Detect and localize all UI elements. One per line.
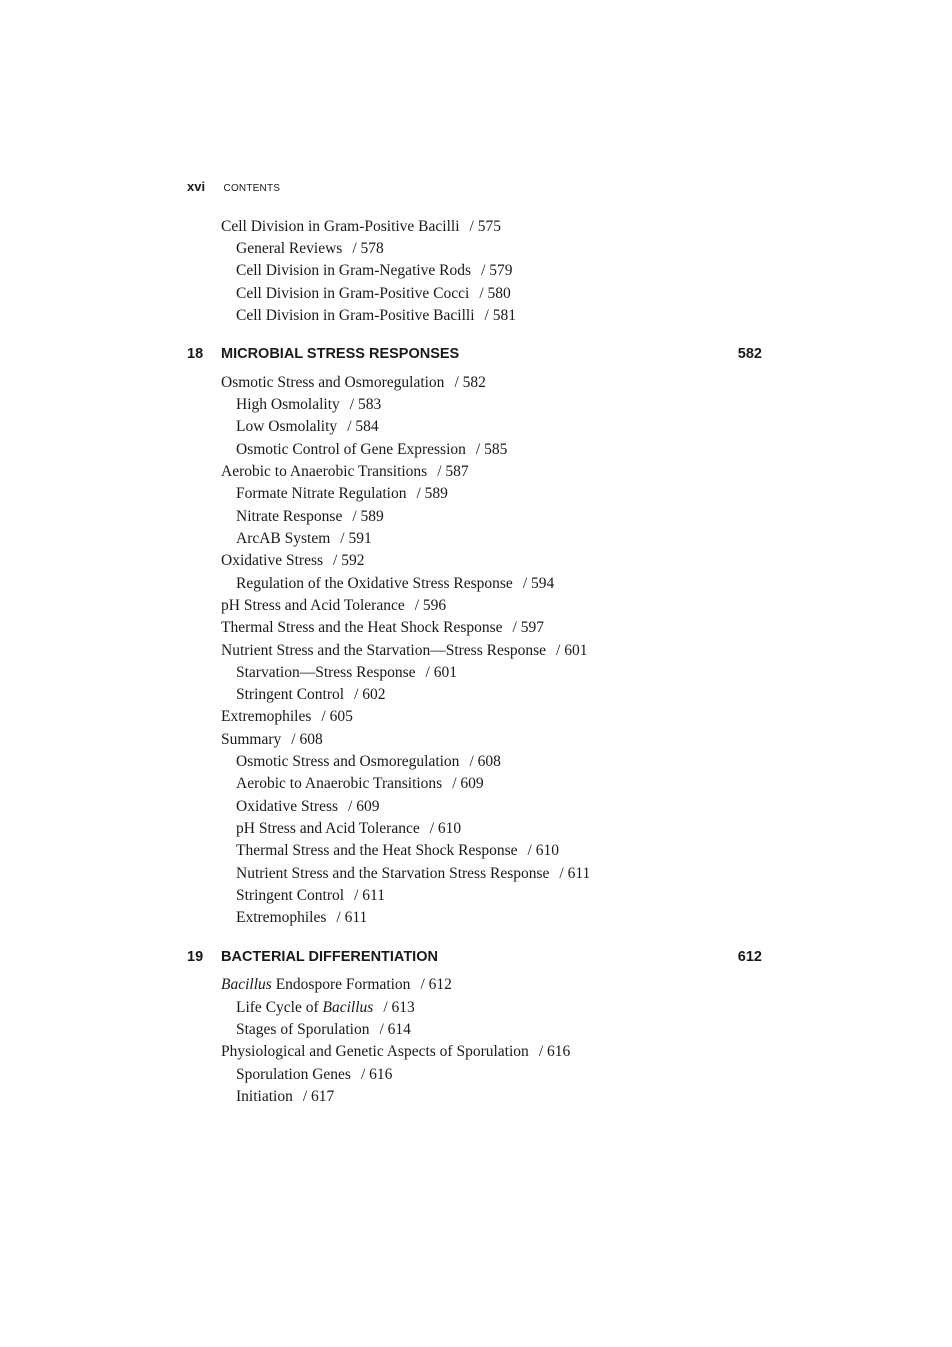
toc-entry-title: Nitrate Response	[236, 508, 343, 525]
toc-entry-title: General Reviews	[236, 240, 343, 257]
toc-entry-title: Aerobic to Anaerobic Transitions	[221, 463, 428, 480]
toc-entry: Starvation—Stress Response / 601	[236, 664, 457, 681]
toc-entry-title: pH Stress and Acid Tolerance	[221, 597, 405, 614]
toc-entry: General Reviews / 578	[236, 240, 384, 257]
toc-entry-page: 614	[387, 1021, 411, 1038]
page-folio: xvi	[187, 179, 206, 194]
toc-entry-title: Thermal Stress and the Heat Shock Response	[236, 842, 518, 859]
toc-entry-page: 613	[391, 999, 415, 1016]
toc-entry: Physiological and Genetic Aspects of Sporulation / 616	[221, 1043, 571, 1060]
toc-entry-page: 589	[360, 508, 384, 525]
toc-entry: Regulation of the Oxidative Stress Response / 594	[236, 575, 555, 592]
toc-entry-title: Osmotic Stress and Osmoregulation	[221, 374, 445, 391]
toc-entry-page: 580	[487, 285, 511, 302]
toc-entry-title: Osmotic Control of Gene Expression	[236, 441, 466, 458]
running-head-title: CONTENTS	[223, 183, 281, 194]
toc-entry-page: 616	[547, 1043, 571, 1060]
toc-entry: High Osmolality / 583	[236, 396, 382, 413]
toc-entry-title: Starvation—Stress Response	[236, 664, 416, 681]
toc-entry-title: Cell Division in Gram-Negative Rods	[236, 262, 472, 279]
toc-entry: Thermal Stress and the Heat Shock Response / 597	[221, 619, 544, 636]
toc-entry: ArcAB System / 591	[236, 530, 372, 547]
toc-entry: Initiation / 617	[236, 1088, 335, 1105]
toc-entry-title: Initiation	[236, 1088, 293, 1105]
toc-entry-page: 584	[355, 418, 379, 435]
chapter-page: 582	[737, 346, 762, 362]
chapter-heading	[187, 345, 762, 363]
toc-entry-title: Aerobic to Anaerobic Transitions	[236, 775, 443, 792]
toc-entry-title: Osmotic Stress and Osmoregulation	[236, 753, 460, 770]
toc-entry-title: Stages of Sporulation	[236, 1021, 370, 1038]
toc-entry: Stringent Control / 602	[236, 686, 386, 703]
toc-entry: Thermal Stress and the Heat Shock Response / 610	[236, 842, 559, 859]
toc-entry-title: Life Cycle of	[236, 999, 323, 1016]
toc-entry-title: Oxidative Stress	[236, 798, 339, 815]
toc-entry: Osmotic Stress and Osmoregulation / 582	[221, 374, 486, 391]
toc-entry: Extremophiles / 611	[236, 909, 368, 926]
toc-entry-page: 610	[437, 820, 462, 837]
toc-entry-page: 582	[462, 374, 486, 391]
toc-entry-page: 611	[362, 887, 385, 904]
toc-entry-title: Formate Nitrate Regulation	[236, 485, 407, 502]
toc-entry-page: 592	[341, 552, 365, 569]
toc-entry-title: Physiological and Genetic Aspects of Sporulation	[221, 1043, 529, 1060]
toc-entry-title: Regulation of the Oxidative Stress Response	[236, 575, 513, 592]
toc-entry-page: 585	[484, 441, 508, 458]
toc-entry: Nutrient Stress and the Starvation Stress Response / 611	[236, 865, 591, 882]
toc-entry: Oxidative Stress / 592	[221, 552, 365, 569]
chapter-title: BACTERIAL DIFFERENTIATION	[221, 949, 438, 965]
chapter-page: 612	[737, 949, 762, 965]
running-head	[187, 178, 280, 196]
toc-entry: Stages of Sporulation / 614	[236, 1021, 411, 1038]
toc-entry-title: Summary	[221, 731, 282, 748]
toc-entry-title: Endospore Formation	[271, 976, 411, 993]
toc-entry: Aerobic to Anaerobic Transitions / 587	[221, 463, 469, 480]
toc-entry-title: Cell Division in Gram-Positive Bacilli	[236, 307, 475, 324]
toc-entry-title: Thermal Stress and the Heat Shock Response	[221, 619, 503, 636]
chapter-number: 18	[187, 346, 204, 362]
toc-entry-page: 579	[489, 262, 513, 279]
toc-entry-page: 605	[329, 708, 353, 725]
toc-entry-page: 583	[357, 396, 382, 413]
toc-entry-page: 594	[531, 575, 555, 592]
toc-entry-title: Low Osmolality	[236, 418, 338, 435]
toc-entry: Cell Division in Gram-Positive Bacilli / 575	[221, 218, 501, 235]
toc-entry: Life Cycle of Bacillus / 613	[236, 999, 415, 1016]
toc-entry: Stringent Control / 611	[236, 887, 385, 904]
toc-entry-title: ArcAB System	[236, 530, 331, 547]
toc-entry-title: Cell Division in Gram-Positive Cocci	[236, 285, 470, 302]
toc-entry-page: 608	[477, 753, 501, 770]
toc-entry: Osmotic Control of Gene Expression / 585	[236, 441, 508, 458]
toc-entry-page: 616	[369, 1066, 393, 1083]
toc-entry-page: 609	[356, 798, 380, 815]
toc-entry: Nitrate Response / 589	[236, 508, 384, 525]
toc-entry: Low Osmolality / 584	[236, 418, 379, 435]
toc-entry-title: Sporulation Genes	[236, 1066, 351, 1083]
toc-entry-page: 601	[564, 642, 588, 659]
toc-entry-title: Nutrient Stress and the Starvation—Stress Response	[221, 642, 547, 659]
toc-entry: Cell Division in Gram-Negative Rods / 579	[236, 262, 513, 279]
toc-entry-title: pH Stress and Acid Tolerance	[236, 820, 420, 837]
toc-entry: Extremophiles / 605	[221, 708, 353, 725]
toc-entry-page: 611	[344, 909, 368, 926]
toc-entry: Oxidative Stress / 609	[236, 798, 380, 815]
toc-entry-title: Extremophiles	[221, 708, 312, 725]
toc-entry-italic: Bacillus	[322, 999, 374, 1016]
toc-entry: Formate Nitrate Regulation / 589	[236, 485, 448, 502]
toc-entry: Summary / 608	[221, 731, 323, 748]
chapter-heading	[187, 948, 762, 966]
toc-entry-page: 597	[520, 619, 544, 636]
toc-entry-page: 575	[477, 218, 501, 235]
toc-entry-italic: Bacillus	[221, 976, 272, 993]
toc-entry: Aerobic to Anaerobic Transitions / 609	[236, 775, 484, 792]
toc-entry: Cell Division in Gram-Positive Cocci / 580	[236, 285, 511, 302]
toc-entry-page: 611	[567, 865, 591, 882]
chapter-title: MICROBIAL STRESS RESPONSES	[221, 346, 460, 362]
toc-entry-title: Stringent Control	[236, 686, 345, 703]
toc-entry-page: 581	[492, 307, 516, 324]
toc-entry-title: Oxidative Stress	[221, 552, 324, 569]
toc-entry-page: 601	[433, 664, 457, 681]
toc-entry-page: 602	[362, 686, 386, 703]
toc-entry-page: 612	[428, 976, 452, 993]
toc-entry-title: Nutrient Stress and the Starvation Stress Response	[236, 865, 550, 882]
toc-entry: Cell Division in Gram-Positive Bacilli / 581	[236, 307, 516, 324]
toc-entry: Bacillus Endospore Formation / 612	[221, 976, 452, 993]
toc-entry-page: 596	[422, 597, 447, 614]
toc-entry-title: Extremophiles	[236, 909, 327, 926]
toc-entry: Nutrient Stress and the Starvation—Stress Response / 601	[221, 642, 588, 659]
toc-entry-page: 610	[535, 842, 559, 859]
toc-entry: pH Stress and Acid Tolerance / 596	[221, 597, 447, 614]
toc-entry-page: 587	[445, 463, 469, 480]
toc-entry-page: 578	[360, 240, 384, 257]
toc-entry: pH Stress and Acid Tolerance / 610	[236, 820, 462, 837]
toc-entry-title: Cell Division in Gram-Positive Bacilli	[221, 218, 460, 235]
toc-entry-page: 617	[311, 1088, 335, 1105]
toc-entry-title: Stringent Control	[236, 887, 345, 904]
chapter-number: 19	[187, 949, 204, 965]
toc-entry-page: 609	[460, 775, 484, 792]
toc-entry-title: High Osmolality	[236, 396, 340, 413]
toc-entry-page: 608	[299, 731, 323, 748]
toc-entry: Sporulation Genes / 616	[236, 1066, 393, 1083]
toc-entry-page: 589	[424, 485, 448, 502]
toc-entry-page: 591	[348, 530, 372, 547]
toc-entry: Osmotic Stress and Osmoregulation / 608	[236, 753, 501, 770]
